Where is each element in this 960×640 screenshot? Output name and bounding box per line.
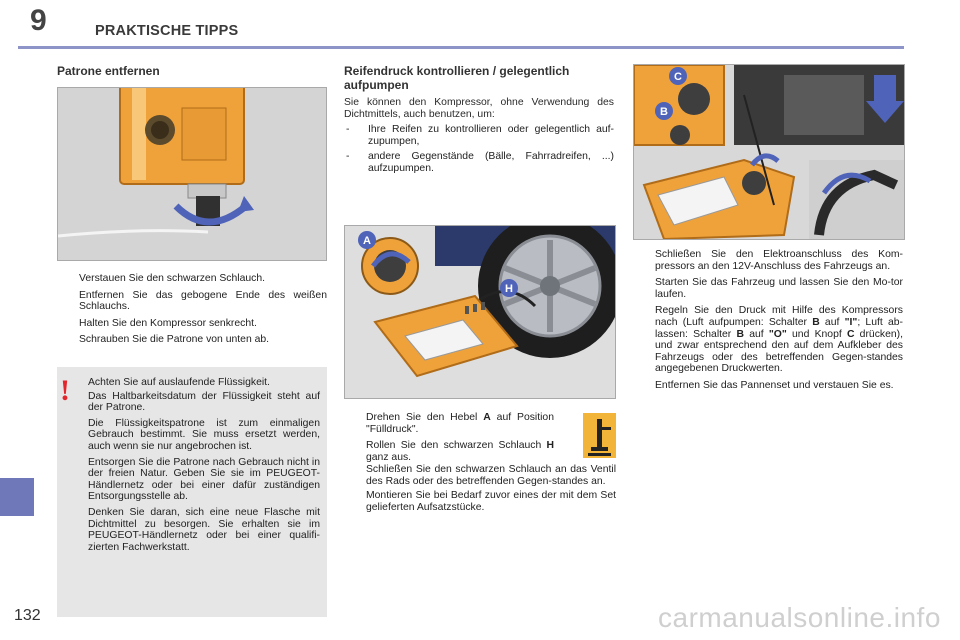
list-item: Rollen Sie den schwarzen Schlauch H ganz aus. [366,440,554,463]
section-heading-cartridge: Patrone entfernen [57,64,160,78]
callout-a: A [363,235,371,247]
warning-paragraph: Die Flüssigkeitspatrone ist zum einmaligen Gebrauch bestimmt. Sie muss ersetzt werden, auch wenn sie nur angebrochen ist. [88,417,320,452]
pressure-steps-bottom [344,464,616,518]
pressure-intro: Sie können den Kompressor, ohne Verwendung des Dichtmittels, auch benutzen, um: [344,97,614,120]
list-item: Schließen Sie den Elektroanschluss des Kom-pressors an den 12V-Anschluss des Fahrzeugs an. [655,249,903,272]
compressor-wheel-drawing [345,226,615,398]
chapter-number: 9 [30,4,47,37]
chapter-side-tab [0,478,34,516]
tire-jack-icon [583,413,616,458]
list-item: Verstauen Sie den schwarzen Schlauch. [79,273,265,284]
list-item: Entfernen Sie das Pannenset und verstauen Sie es. [655,379,894,391]
warning-paragraph: Das Haltbarkeitsdatum der Flüssigkeit steht auf der Patrone. [88,390,320,414]
page-number: 132 [14,607,41,624]
list-item: Schließen Sie den schwarzen Schlauch an das Ventil des Rads oder des betreffenden Gegen-standes an. Montieren Sie bei Bedarf zuvor eines der mit dem Set gelieferten Aufsatzstücke. [366,464,616,513]
list-item: - andere Gegenstände (Bälle, Fahrradreifen, ...) aufzupumpen. [346,151,614,174]
compressor-controls-drawing [634,65,904,239]
warning-paragraph: Denken Sie daran, sich eine neue Flasche mit Dichtmittel zu besorgen. Sie erhalten sie im PEUGEOT-Händlernetz oder bei einer qualifi-zierten Fachwerkstatt. [88,506,320,553]
cartridge-illustration [57,87,327,261]
cartridge-drawing [58,88,326,260]
list-item: Starten Sie das Fahrzeug und lassen Sie den Mo-tor laufen. [655,277,903,300]
list-item: Schrauben Sie die Patrone von unten ab. [79,334,270,346]
list-item: Regeln Sie den Druck mit Hilfe des Kompressors nach (Luft aufpumpen: Schalter B auf "I"; Luft ab-lassen: Schalter B auf "O" und Knopf C drücken), und zwar entsprechend den auf dem Aufkleber des Fahrzeugs oder des betreffenden Gegen-standes angegebenen Druckwerten. [655,305,903,375]
pressure-uses-list [344,124,614,178]
warning-paragraph: Achten Sie auf auslaufende Flüssigkeit. [88,377,270,388]
section-heading-pressure: Reifendruck kontrollieren / gelegentlich aufpumpen [344,64,570,92]
list-item: Halten Sie den Kompressor senkrecht. [79,317,257,329]
cartridge-steps [57,273,327,351]
list-item: Entfernen Sie das gebogene Ende des weißen Schlauchs. [79,289,327,313]
warning-text [88,377,320,557]
callout-h: H [505,283,513,295]
list-item: - Ihre Reifen zu kontrollieren oder gelegentlich auf-zupumpen, [346,124,614,147]
compressor-controls-illustration [633,64,905,240]
warning-paragraph: Entsorgen Sie die Patrone nach Gebrauch nicht in der freien Natur. Geben Sie sie im PEUGEOT-Händlernetz oder bei einer dafür zuständigen Entsorgungsstelle ab. [88,456,320,503]
jack-pictogram [583,413,616,458]
pressure-steps-top [344,412,554,468]
controls-steps [633,249,903,397]
list-item: Drehen Sie den Hebel A auf Position "Fülldruck". [366,412,554,435]
exclamation-icon: ! [60,374,70,407]
chapter-title: PRAKTISCHE TIPPS [95,23,239,39]
callout-c: C [674,71,682,83]
callout-b: B [660,106,668,118]
compressor-wheel-illustration [344,225,616,399]
watermark: carmanualsonline.info [658,602,941,633]
header-rule [18,46,904,49]
